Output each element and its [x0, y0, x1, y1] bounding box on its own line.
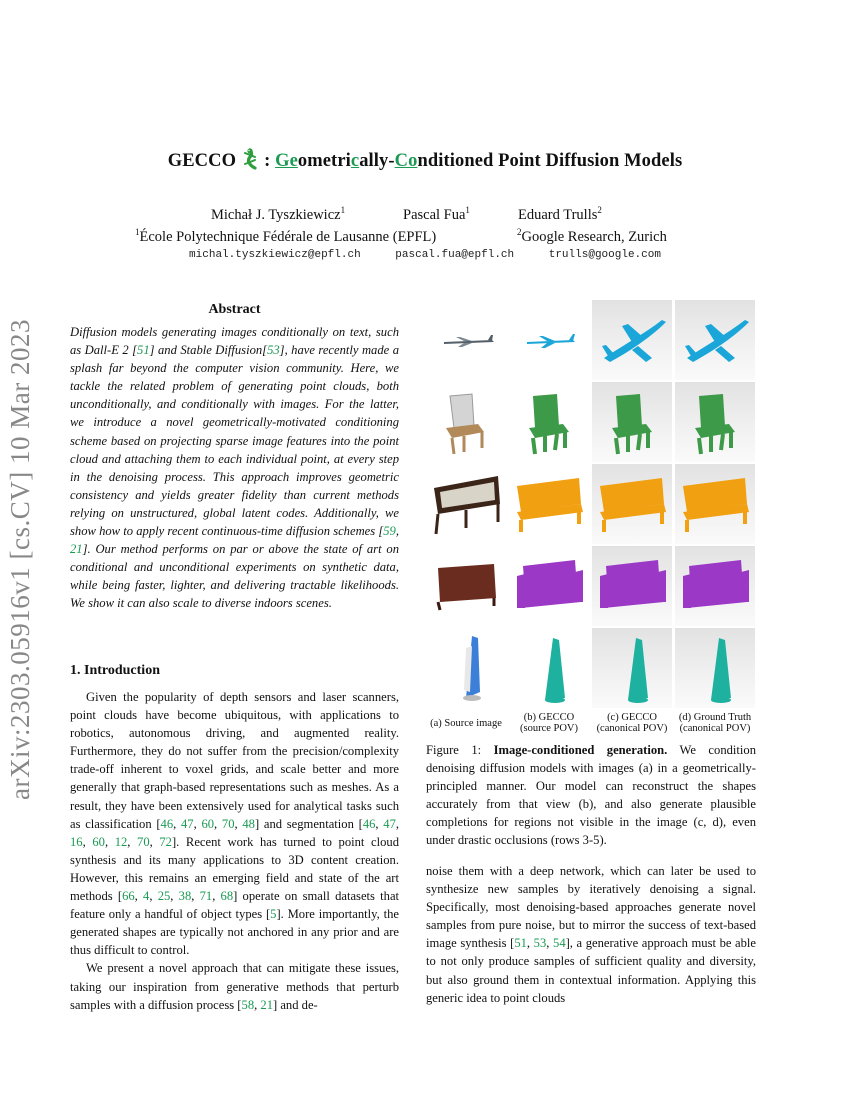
figure-cell-chair-col4 [675, 382, 755, 462]
citation-link[interactable]: 16 [70, 834, 83, 849]
figure-cell-sofa-col1 [426, 546, 506, 626]
fig-label-ground-truth: (d) Ground Truth (canonical POV) [678, 712, 752, 734]
citation-link[interactable]: 53 [533, 936, 547, 951]
figure-cell-sofa-col3 [592, 546, 672, 626]
bench-render [509, 464, 589, 544]
text-run: , [193, 816, 202, 831]
text-run: ]. Recent work has turned to point cloud synthesis and its many applications to 3D content creation. However, this remains an emerging field and state of the art methods [ [70, 834, 399, 904]
text-run: , [173, 816, 181, 831]
text-run: ] and de- [273, 997, 318, 1012]
citation-link[interactable]: 72 [159, 834, 172, 849]
citation-link[interactable]: 46 [160, 816, 174, 831]
citation-link[interactable]: 51 [514, 936, 527, 951]
text-run: ] and Stable Diffusion[ [149, 343, 268, 358]
text-run: ] and segmentation [ [254, 816, 363, 831]
figure-1-caption: Figure 1: Image-conditioned generation. We condition denoising diffusion models with images (a) in a geometrically-principled manner. Our model can reconstruct the shapes accurately from that view (b), and also generate plausible completions for regions not visible in the image (c, d), even under drastic occlusions (rows 3-5). [426, 743, 756, 848]
text-run: , [134, 889, 144, 904]
citation-link[interactable]: 60 [92, 834, 105, 849]
lamp-render [592, 628, 672, 708]
text-run: , [191, 889, 200, 904]
introduction-heading: 1. Introduction [70, 663, 160, 678]
abstract-text [70, 323, 399, 613]
sofa-render [675, 546, 755, 626]
sofa-render [426, 546, 506, 626]
gecko-icon [238, 148, 262, 170]
text-run: ]. More importantly, the generated shapes are typically not anchored in any prior and are thus difficult to control. [70, 907, 399, 958]
airplane-render [509, 300, 589, 380]
sofa-render [509, 546, 589, 626]
citation-link[interactable]: 47 [181, 816, 194, 831]
text-run: , [170, 889, 179, 904]
citation-link[interactable]: 53 [267, 343, 280, 358]
title-text: nditioned Point Diffusion Models [417, 151, 683, 171]
citation-link[interactable]: 58 [241, 997, 255, 1012]
text-run: , [149, 889, 158, 904]
text-run: , [395, 816, 400, 831]
lamp-render [675, 628, 755, 708]
citation-link[interactable]: 25 [157, 889, 171, 904]
citation-link[interactable]: 38 [178, 889, 192, 904]
citation-link[interactable]: 70 [221, 816, 235, 831]
text-run: noise them with a deep network, which can later be used to synthesize new samples by iteratively denoising a signal. Specifically, most denoising-based approaches generate novel samples from pure noise, but to mirror the success of text-based image synthesis [ [426, 864, 756, 951]
email-list [0, 249, 850, 261]
citation-link[interactable]: 51 [137, 343, 150, 358]
airplane-render [675, 300, 755, 380]
affiliation-1: $^1$École Polytechnique Fédérale de Lausanne (EPFL) [135, 227, 437, 245]
sofa-render [592, 546, 672, 626]
airplane-render [426, 300, 506, 380]
text-run: , [82, 834, 93, 849]
text-run: , [395, 524, 399, 539]
figure-cell-airplane-col4 [675, 300, 755, 380]
citation-link[interactable]: 46 [362, 816, 376, 831]
text-run: , [127, 834, 138, 849]
chair-render [426, 382, 506, 462]
title-prefix: GECCO [167, 151, 237, 171]
text-run: , [526, 936, 534, 951]
intro-paragraph-1 [70, 688, 399, 959]
chair-render [592, 382, 672, 462]
figure-cell-bench-col1 [426, 464, 506, 544]
author-3: Eduard Trulls$^2$ [518, 205, 602, 223]
citation-link[interactable]: 68 [220, 889, 234, 904]
bench-render [675, 464, 755, 544]
airplane-render [592, 300, 672, 380]
text-run: ], a generative approach must be able to not only produce samples of sufficient quality and diversity, but also ground them in contextual information. Applying this generic idea to point clouds [426, 936, 757, 1005]
email-2[interactable]: pascal.fua@epfl.ch [395, 249, 515, 261]
title-text: ally- [359, 151, 395, 171]
figure-cell-chair-col3 [592, 382, 672, 462]
email-1[interactable]: michal.tyszkiewicz@epfl.ch [189, 249, 361, 261]
introduction-text [70, 688, 399, 1014]
citation-link[interactable]: 54 [553, 936, 566, 951]
figure-cell-airplane-col1 [426, 300, 506, 380]
abstract-heading: Abstract [208, 302, 261, 317]
text-run: , [546, 936, 554, 951]
citation-link[interactable]: 21 [260, 997, 273, 1012]
figure-cell-bench-col4 [675, 464, 755, 544]
citation-link[interactable]: 47 [383, 816, 396, 831]
title-highlight: Co [394, 151, 418, 171]
title-colon: : [264, 151, 276, 171]
figure-1 [426, 300, 756, 734]
paper-title [0, 148, 850, 172]
figure-column-labels [426, 712, 756, 734]
figure-cell-bench-col3 [592, 464, 672, 544]
citation-link[interactable]: 5 [270, 907, 277, 922]
right-paragraph [426, 862, 756, 1007]
text-run: ] operate on small datasets that feature only a handful of object types [ [70, 889, 400, 922]
figure-cell-sofa-col2 [509, 546, 589, 626]
author-1: Michał J. Tyszkiewicz$^1$ [211, 205, 346, 223]
intro-paragraph-2 [70, 959, 399, 1013]
citation-link[interactable]: 21 [70, 542, 83, 557]
right-column-text [426, 862, 756, 1007]
citation-link[interactable]: 70 [137, 834, 150, 849]
bench-render [592, 464, 672, 544]
fig-label-gecco-source: (b) GECCO (source POV) [519, 712, 579, 734]
fig-label-gecco-canonical: (c) GECCO (canonical POV) [596, 712, 668, 734]
citation-link[interactable]: 59 [383, 524, 396, 539]
figure-cell-lamp-col3 [592, 628, 672, 708]
figure-cell-chair-col1 [426, 382, 506, 462]
title-text: ometri [297, 151, 351, 171]
bench-render [426, 464, 506, 544]
citation-link[interactable]: 66 [122, 889, 135, 904]
figure-cell-lamp-col2 [509, 628, 589, 708]
title-main [275, 151, 682, 171]
text-run: , [254, 997, 261, 1012]
email-3[interactable]: trulls@google.com [548, 249, 661, 261]
title-highlight: c [350, 151, 360, 171]
text-run: Given the popularity of depth sensors and laser scanners, point clouds have become ubiquitous, with applications to robotics, autonomous driving, and augmented reality. Furthermore, they do not suffer from the precision/complexity trade-off inherent to voxel grids, and scale better and more generally that graph-based representations such as meshes. As a result, they have been extensively used for analytical tasks such as classification [ [70, 690, 399, 831]
title-highlight: Ge [275, 151, 298, 171]
text-run: , [375, 816, 384, 831]
text-run: , [212, 889, 221, 904]
citation-link[interactable]: 71 [199, 889, 213, 904]
text-run: Diffusion models generating images conditionally on text, such as Dall-E 2 [ [70, 325, 399, 358]
text-run: , [234, 816, 243, 831]
arxiv-stamp: arXiv:2303.05916v1 [cs.CV] 10 Mar 2023 [5, 319, 35, 800]
fig-label-source: (a) Source image [430, 718, 502, 729]
text-run: , [149, 834, 160, 849]
figure-cell-lamp-col4 [675, 628, 755, 708]
figure-grid [426, 300, 756, 708]
text-run: ]. Our method performs on par or above the state of art on conditional and unconditional experiments on synthetic data, while being faster, lighter, and delivering tractable likelihoods. We show it can also scale to diverse indoors scenes. [70, 542, 399, 611]
figure-cell-airplane-col3 [592, 300, 672, 380]
affiliation-2: $^2$Google Research, Zurich [517, 227, 667, 245]
figure-cell-bench-col2 [509, 464, 589, 544]
text-run: , [104, 834, 115, 849]
text-run: ], have recently made a splash far beyond the computer vision community. Here, we tackle the related problem of generating point clouds, both unconditionally, and conditionally with images. For the latter, we introduce a novel geometrically-motivated conditioning scheme based on projecting sparse image features into the point cloud and attaching them to each individual point, at every step in the denoising process. This approach improves geometric consistency and yields greater fidelity than current methods relying on unstructured, global latent codes. Additionally, we show how to apply recent continuous-time diffusion schemes [ [70, 343, 399, 539]
citation-link[interactable]: 60 [201, 816, 215, 831]
chair-render [675, 382, 755, 462]
citation-link[interactable]: 4 [143, 889, 150, 904]
citation-link[interactable]: 12 [114, 834, 128, 849]
lamp-render [426, 628, 506, 708]
figure-cell-airplane-col2 [509, 300, 589, 380]
chair-render [509, 382, 589, 462]
text-run: , [214, 816, 222, 831]
figure-cell-lamp-col1 [426, 628, 506, 708]
text-run: We present a novel approach that can mitigate these issues, taking our inspiration from generative methods that perturb samples with a diffusion process [ [70, 961, 399, 1012]
lamp-render [509, 628, 589, 708]
citation-link[interactable]: 48 [242, 816, 255, 831]
figure-cell-chair-col2 [509, 382, 589, 462]
author-2: Pascal Fua$^1$ [403, 205, 470, 223]
figure-cell-sofa-col4 [675, 546, 755, 626]
